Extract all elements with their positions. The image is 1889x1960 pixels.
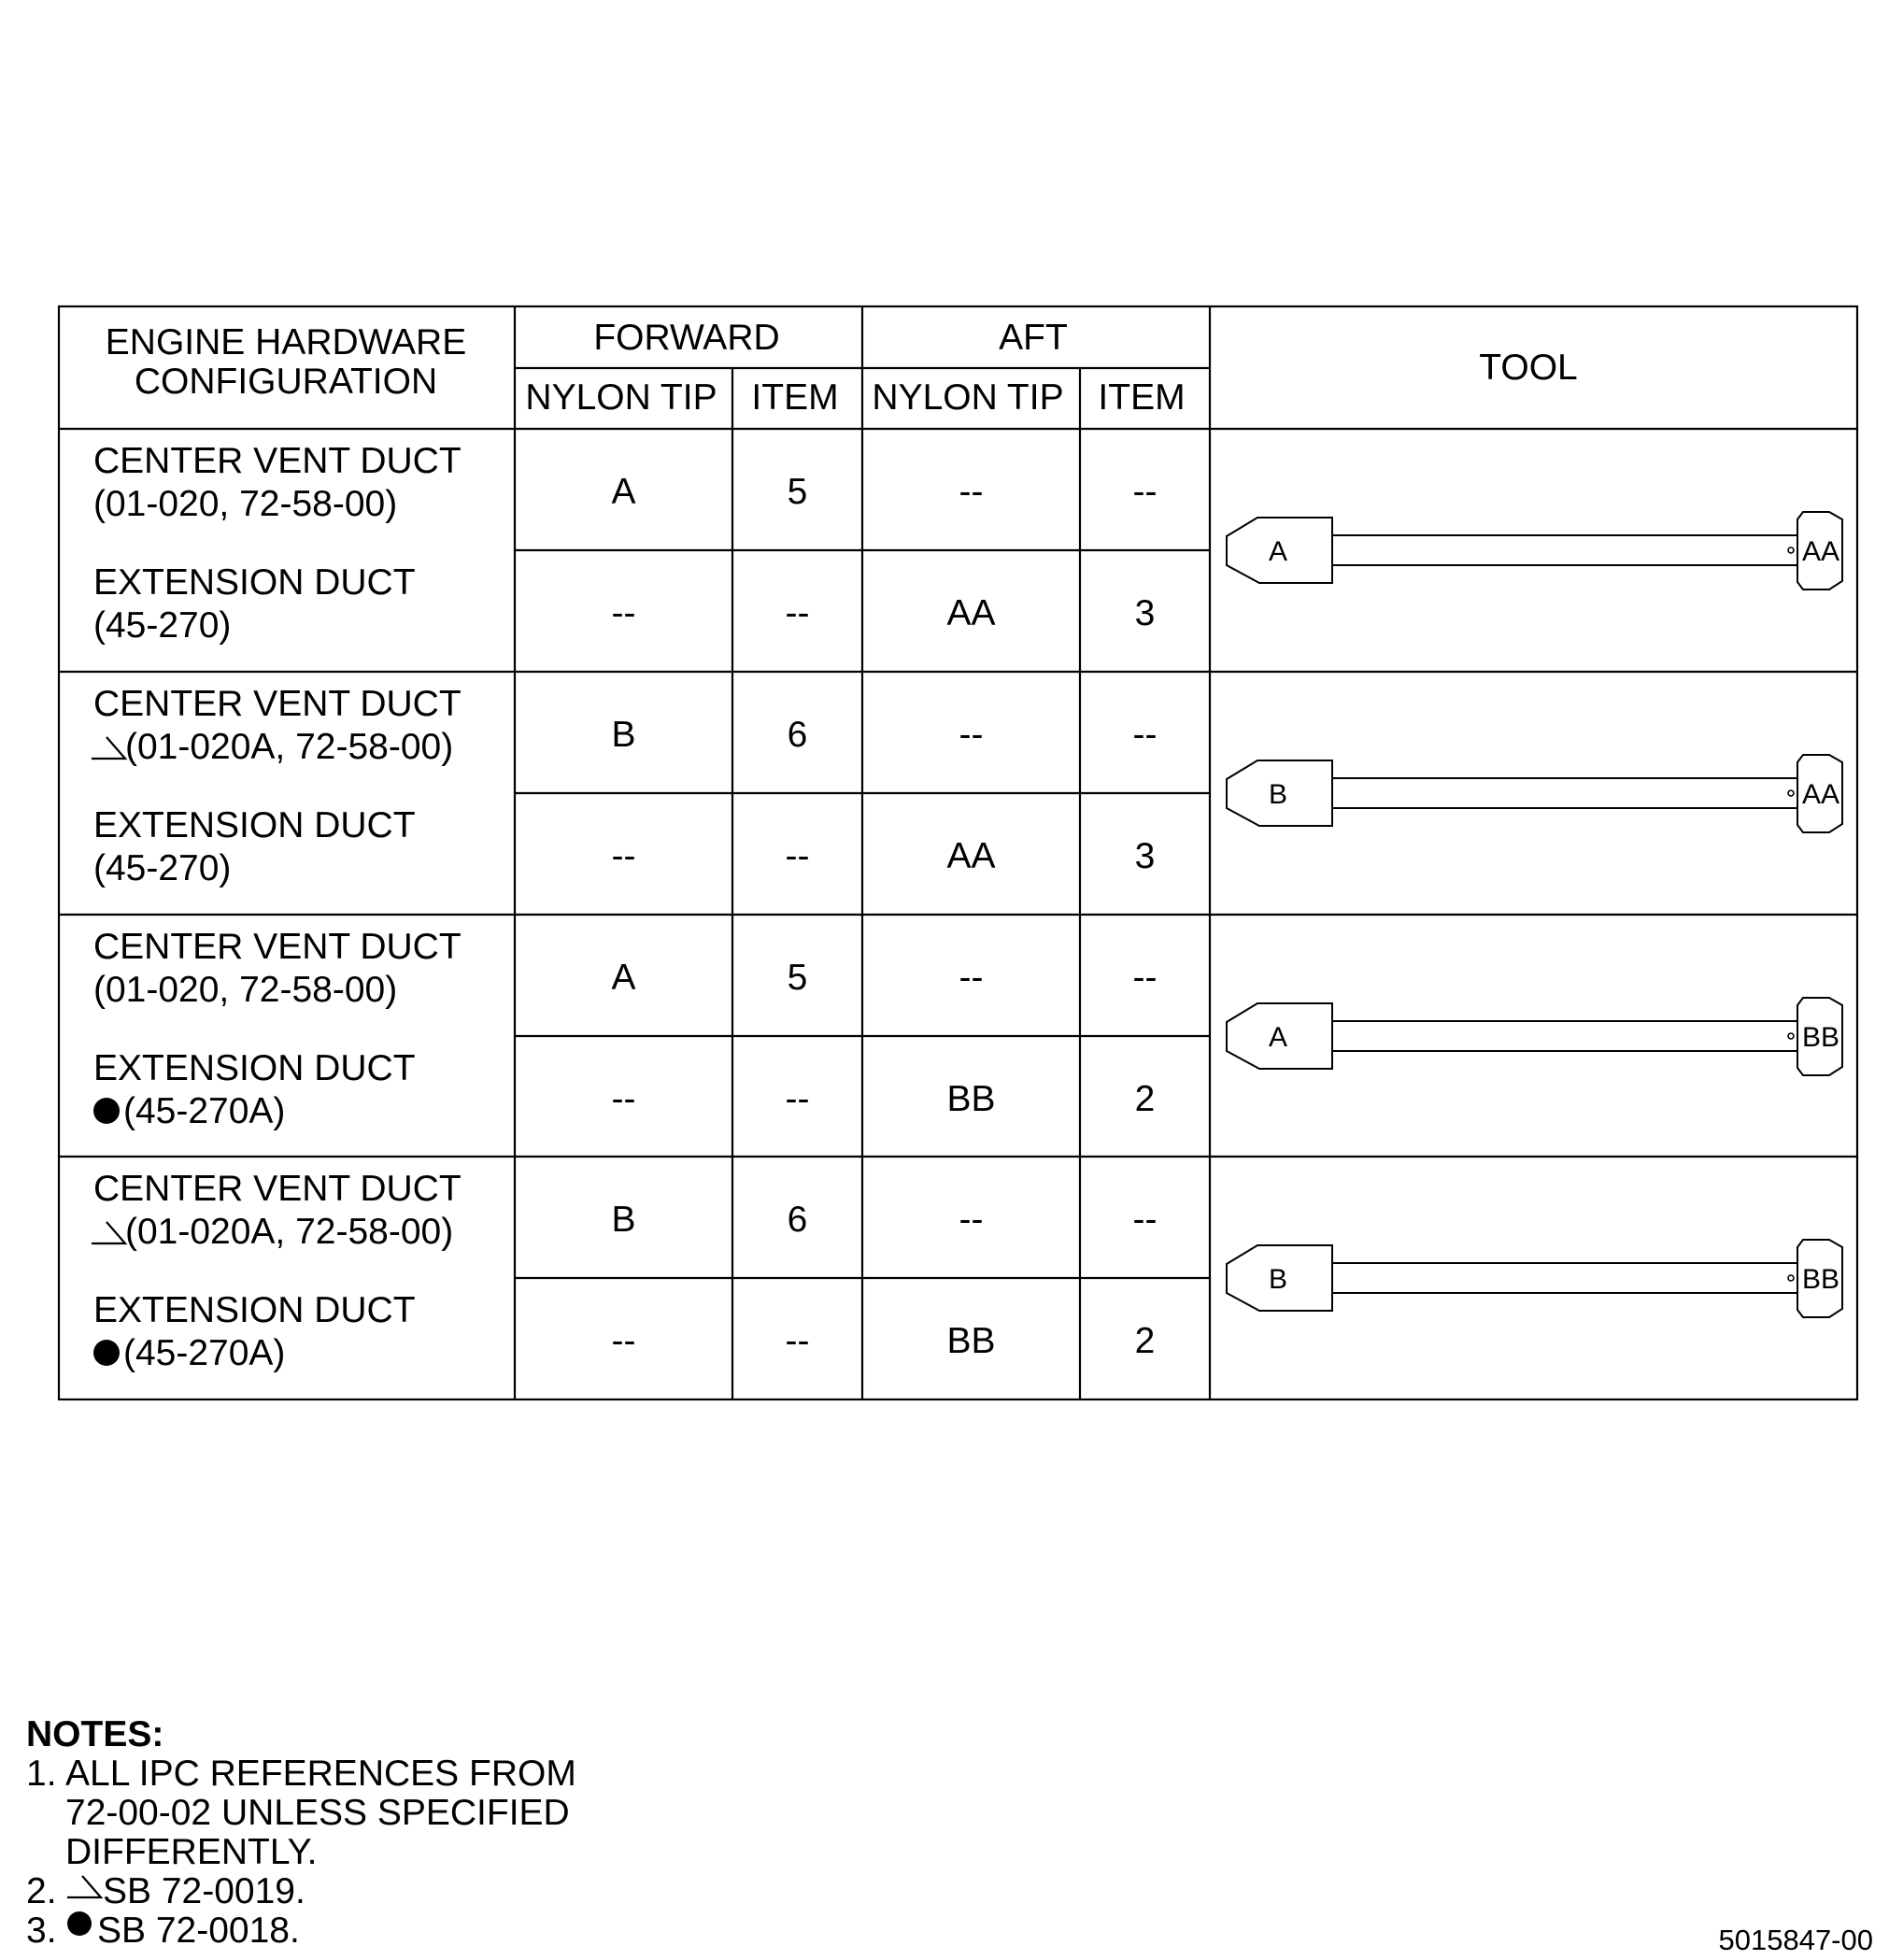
fwd-item-cell: 6 — [787, 715, 808, 755]
aft-tip-cell: -- — [959, 958, 984, 998]
tool-shaft — [1332, 778, 1829, 808]
aft-item-cell: -- — [1132, 958, 1158, 998]
header-forward: FORWARD — [593, 318, 780, 358]
table-row — [93, 1290, 1155, 1373]
aft-tip-cell: BB — [946, 1321, 996, 1361]
fwd-item-cell: 5 — [787, 958, 808, 998]
fwd-item-cell: -- — [785, 1079, 810, 1119]
note-3-text: SB 72-0018. — [97, 1910, 300, 1951]
config-line2: (45-270A) — [123, 1091, 286, 1131]
fwd-tip-cell: A — [611, 472, 636, 512]
forward-tip-label: A — [1268, 536, 1288, 567]
fwd-tip-cell: A — [611, 958, 636, 998]
config-line1: EXTENSION DUCT — [93, 1048, 416, 1088]
header-aft: AFT — [999, 318, 1068, 358]
header-config-line1: ENGINE HARDWARE — [105, 322, 467, 362]
aft-item-cell: -- — [1132, 1200, 1158, 1240]
tool-shaft — [1332, 1021, 1829, 1051]
note-1-line2: 72-00-02 UNLESS SPECIFIED — [65, 1793, 570, 1833]
aft-item-cell: 2 — [1134, 1321, 1156, 1361]
note-1 — [26, 1754, 576, 1794]
fwd-item-cell: -- — [785, 593, 810, 633]
triangle-symbol-icon — [65, 1872, 103, 1900]
fwd-tip-cell: B — [611, 715, 636, 755]
config-line2: (01-020, 72-58-00) — [93, 970, 398, 1010]
note-1-line1: ALL IPC REFERENCES FROM — [65, 1754, 576, 1794]
forward-tip-label: B — [1268, 779, 1288, 810]
header-aft-item: ITEM — [1098, 377, 1186, 418]
aft-item-cell: 2 — [1134, 1079, 1156, 1119]
pin-icon — [1788, 1033, 1794, 1039]
fwd-item-cell: 5 — [787, 472, 808, 512]
dot-symbol-icon — [93, 1098, 120, 1124]
header-config-line2: CONFIGURATION — [134, 362, 438, 402]
tool-shaft — [1332, 1263, 1829, 1293]
table-row — [93, 562, 1155, 646]
fwd-item-cell: 6 — [787, 1200, 808, 1240]
note-1-line3: DIFFERENTLY. — [65, 1832, 318, 1872]
config-line1: CENTER VENT DUCT — [93, 1169, 462, 1209]
aft-item-cell: -- — [1132, 472, 1158, 512]
aft-tip-label: AA — [1801, 536, 1840, 567]
header-forward-nylon-tip: NYLON TIP — [525, 377, 717, 418]
aft-tip-cell: -- — [959, 1200, 984, 1240]
aft-tip-cell: AA — [946, 593, 996, 633]
forward-tip-label: A — [1268, 1022, 1288, 1053]
aft-tip-cell: -- — [959, 715, 984, 755]
dot-symbol-icon — [67, 1911, 92, 1936]
fwd-tip-cell: -- — [611, 1321, 636, 1361]
config-line1: CENTER VENT DUCT — [93, 684, 462, 724]
aft-tip-cell: AA — [946, 836, 996, 876]
aft-item-cell: 3 — [1134, 836, 1156, 876]
tool-drawing — [1227, 998, 1842, 1075]
fwd-item-cell: -- — [785, 1321, 810, 1361]
aft-tip-label: AA — [1801, 779, 1840, 810]
config-line2: (01-020A, 72-58-00) — [125, 1212, 454, 1252]
pin-icon — [1788, 790, 1794, 796]
aft-tip-label: BB — [1801, 1022, 1840, 1053]
table-row — [93, 1048, 1155, 1131]
header-aft-nylon-tip: NYLON TIP — [872, 377, 1064, 418]
config-line2: (45-270A) — [123, 1333, 286, 1373]
notes-section — [26, 1715, 576, 1951]
note-1-number: 1. — [26, 1754, 57, 1794]
config-line2: (01-020A, 72-58-00) — [125, 727, 454, 767]
aft-item-cell: 3 — [1134, 593, 1156, 633]
aft-tip-cell: BB — [946, 1079, 996, 1119]
note-2-text: SB 72-0019. — [103, 1871, 305, 1911]
fwd-tip-cell: -- — [611, 593, 636, 633]
tool-drawing — [1227, 755, 1842, 832]
note-2 — [26, 1872, 576, 1911]
tool-shaft — [1332, 535, 1829, 565]
table-row — [93, 441, 1157, 524]
dot-symbol-icon — [93, 1340, 120, 1366]
config-line1: EXTENSION DUCT — [93, 562, 416, 603]
config-line1: EXTENSION DUCT — [93, 1290, 416, 1330]
table-row — [93, 805, 1155, 888]
tool-drawing — [1227, 512, 1842, 589]
note-3 — [26, 1911, 576, 1951]
config-line2: (45-270) — [93, 605, 232, 646]
config-line1: CENTER VENT DUCT — [93, 927, 462, 967]
fwd-item-cell: -- — [785, 836, 810, 876]
config-line2: (45-270) — [93, 848, 232, 888]
config-line1: CENTER VENT DUCT — [93, 441, 462, 481]
table-row — [93, 927, 1157, 1010]
header-tool: TOOL — [1479, 348, 1578, 388]
tool-drawing — [1227, 1240, 1842, 1317]
drawing-number: 5015847-00 — [1718, 1924, 1873, 1956]
triangle-symbol-icon — [92, 1222, 125, 1243]
table-body — [92, 441, 1157, 1373]
fwd-tip-cell: -- — [611, 1079, 636, 1119]
config-line1: EXTENSION DUCT — [93, 805, 416, 845]
aft-item-cell: -- — [1132, 715, 1158, 755]
table-row — [92, 684, 1157, 767]
fwd-tip-cell: B — [611, 1200, 636, 1240]
forward-tip-label: B — [1268, 1264, 1288, 1295]
note-3-number: 3. — [26, 1910, 57, 1951]
pin-icon — [1788, 547, 1794, 553]
aft-tip-cell: -- — [959, 472, 984, 512]
table-row — [92, 1169, 1157, 1252]
pin-icon — [1788, 1275, 1794, 1281]
fwd-tip-cell: -- — [611, 836, 636, 876]
note-2-number: 2. — [26, 1871, 57, 1911]
triangle-symbol-icon — [92, 737, 125, 759]
header-forward-item: ITEM — [751, 377, 839, 418]
notes-title: NOTES: — [26, 1714, 164, 1754]
aft-tip-label: BB — [1801, 1264, 1840, 1295]
config-line2: (01-020, 72-58-00) — [93, 484, 398, 524]
